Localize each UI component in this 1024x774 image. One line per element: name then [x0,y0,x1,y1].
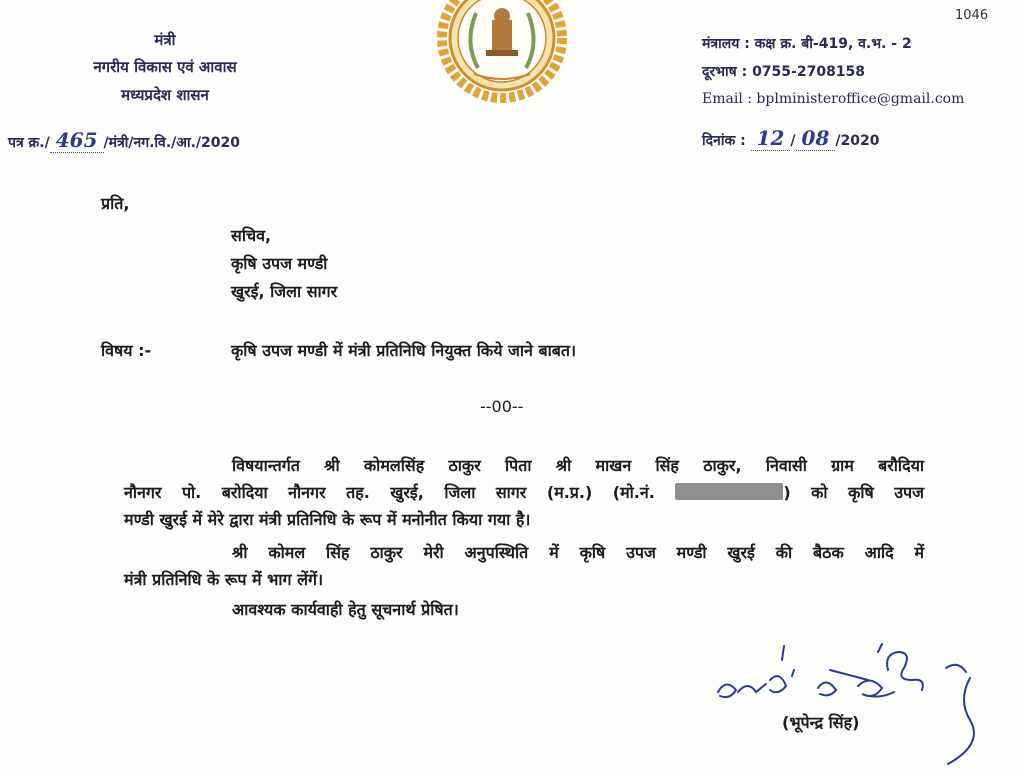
date-month: 08 [796,126,836,151]
letter-suffix: /मंत्री/नग.वि./आ./2020 [103,135,240,151]
serial-number: 1046 [955,8,989,23]
recipient-line-3: खुरई, जिला सागर [231,282,338,301]
designation: मंत्री [154,31,176,49]
state-emblem-logo [432,0,572,106]
date-line [702,126,879,151]
redacted-phone-number [675,483,783,500]
p1-line-2 [124,479,924,506]
body-paragraph-1 [124,452,924,533]
recipient-line-1: सचिव, [231,226,272,245]
to-label: प्रति, [101,194,130,213]
p2-line-1 [124,539,924,566]
email-address: Email : bplministeroffice@gmail.com [702,91,965,107]
p2-line-2: मंत्री प्रतिनिधि के रूप में भाग लेंगें। [124,570,324,589]
subject-label: विषय :- [101,341,152,360]
p1-line-3-text: में मेरे द्वारा मंत्री प्रतिनिधि के रूप में मनोनीत किया गया है। [192,510,531,529]
p1-line-2-text-b: ) को [783,483,828,502]
date-suffix: /2020 [835,133,880,149]
subject-text: कृषि उपज मण्डी में मंत्री प्रतिनिधि नियुक्त किये जाने बाबत। [231,341,577,360]
p3-line: आवश्यक कार्यवाही हेतु सूचनार्थ प्रेषित। [232,600,459,619]
p1-line-3 [124,506,924,533]
p1-line-2-bold: कृषि उपज [848,483,924,502]
date-prefix: दिनांक : [702,133,751,149]
signatory-name: (भूपेन्द्र सिंह) [782,713,860,732]
date-sep: / [790,133,796,149]
letter-number-line [8,128,240,153]
recipient-line-2: कृषि उपज मण्डी [231,254,328,273]
government: मध्यप्रदेश शासन [121,86,209,104]
office-address: मंत्रालय : कक्ष क्र. बी-419, व.भ. - 2 [702,36,912,52]
phone-number: दूरभाष : 0755-2708158 [702,64,866,80]
p1-line-2-text: नौनगर पो. बरोदिया नौनगर तह. खुरई, जिला सागर (म.प्र.) (मो.नं. [124,483,655,502]
letter-number: 465 [50,128,104,153]
p1-line-1: विषयान्तर्गत श्री कोमलसिंह ठाकुर पिता श्री माखन सिंह ठाकुर, निवासी ग्राम बरौदिया [232,456,924,475]
department: नगरीय विकास एवं आवास [93,58,237,76]
date-day: 12 [751,126,791,151]
p2-line-1-text-a: श्री कोमल सिंह ठाकुर मेरी अनुपस्थिति में [232,543,559,562]
handwritten-signature [708,640,1008,770]
p1-line-3-bold: मण्डी खुरई [124,510,187,529]
separator: --00-- [480,397,524,416]
letter-prefix: पत्र क्र./ [8,135,50,151]
body-paragraph-3 [124,596,924,623]
p2-line-1-text-b: की बैठक आदि में [775,543,925,562]
p2-line-1-bold: कृषि उपज मण्डी खुरई [579,543,755,562]
body-paragraph-2 [124,539,924,593]
